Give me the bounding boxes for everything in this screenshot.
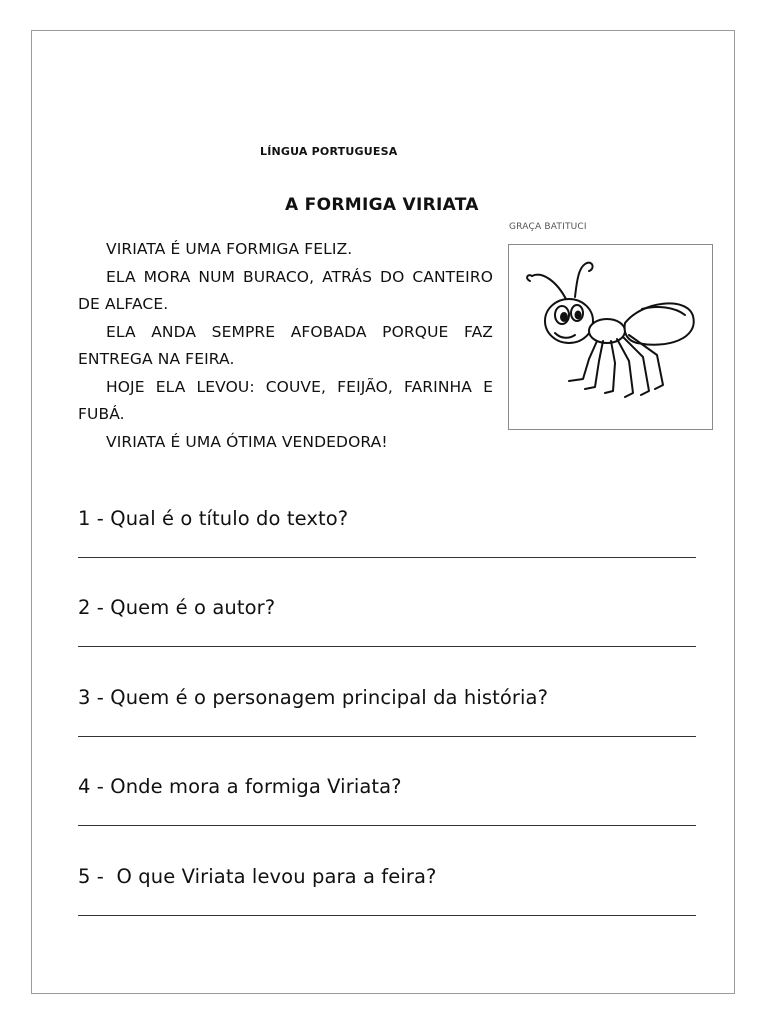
question-3 [78, 686, 698, 709]
answer-line [78, 915, 696, 916]
story-paragraph: VIRIATA É UMA ÓTIMA VENDEDORA! [106, 432, 388, 451]
answer-line [78, 646, 696, 647]
question-1 [78, 507, 698, 530]
question-text: 5 - O que Viriata levou para a feira? [78, 865, 437, 888]
answer-line [78, 825, 696, 826]
story-paragraph: ELA MORA NUM BURACO, ATRÁS DO CANTEIRO DE ALFACE. [78, 267, 493, 313]
question-2 [78, 596, 698, 619]
ant-icon [517, 251, 702, 423]
story-paragraph: ELA ANDA SEMPRE AFOBADA PORQUE FAZ ENTREGA NA FEIRA. [78, 322, 493, 368]
story-paragraph: VIRIATA É UMA FORMIGA FELIZ. [106, 240, 353, 258]
ant-illustration-frame [508, 244, 713, 430]
question-4 [78, 775, 698, 798]
question-text: 1 - Qual é o título do texto? [78, 507, 349, 530]
question-text: 3 - Quem é o personagem principal da história? [78, 686, 549, 709]
question-5 [78, 865, 698, 888]
story-author: GRAÇA BATITUCI [509, 222, 587, 232]
question-text: 4 - Onde mora a formiga Viriata? [78, 775, 402, 798]
story-paragraph: HOJE ELA LEVOU: COUVE, FEIJÃO, FARINHA E FUBÁ. [78, 377, 493, 423]
subject-heading: LÍNGUA PORTUGUESA [260, 145, 398, 158]
answer-line [78, 736, 696, 737]
story-title: A FORMIGA VIRIATA [285, 195, 479, 215]
story-text [78, 236, 493, 456]
question-text: 2 - Quem é o autor? [78, 596, 276, 619]
answer-line [78, 557, 696, 558]
